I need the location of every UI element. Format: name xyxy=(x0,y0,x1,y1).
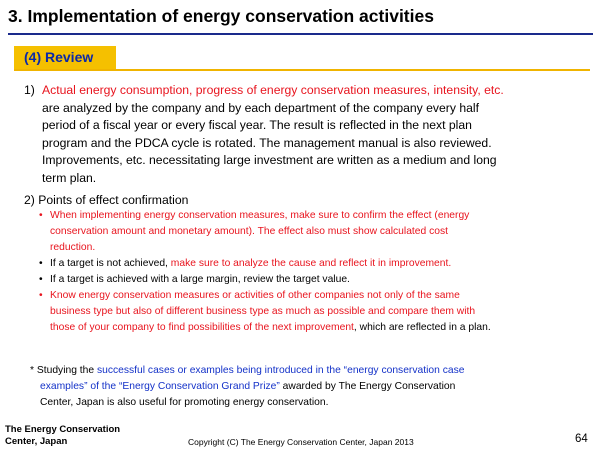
section-divider xyxy=(14,69,590,71)
item-1-paragraph xyxy=(24,82,569,187)
item-1-line: program and the PDCA cycle is rotated. The management manual is also reviewed. xyxy=(42,135,492,150)
bullet-icon: • xyxy=(39,210,43,221)
bullet-icon: • xyxy=(39,258,43,269)
item-1-line: Improvements, etc. necessitating large investment are written as a medium and long xyxy=(42,153,497,167)
effect-points-list xyxy=(24,208,554,336)
page-title: 3. Implementation of energy conservation activities xyxy=(8,6,593,35)
bullet-icon: • xyxy=(39,274,43,285)
footer-org-line: The Energy Conservation xyxy=(5,424,121,435)
list-item xyxy=(24,256,554,272)
list-item-text: If a target is achieved with a large margin, review the target value. xyxy=(50,274,350,285)
item-1-line: period of a fiscal year or every fiscal year. The result is reflected in the next plan xyxy=(42,118,472,132)
list-item-line: conservation amount and monetary amount). The effect also must show calculated cost xyxy=(50,226,448,237)
footer-copyright: Copyright (C) The Energy Conservation Center, Japan 2013 xyxy=(188,437,414,447)
item-2-heading: 2) Points of effect confirmation xyxy=(24,193,189,207)
footer-org-line: Center, Japan xyxy=(5,436,68,447)
list-item xyxy=(24,288,554,336)
list-item xyxy=(24,208,554,256)
bullet-icon: • xyxy=(39,290,43,301)
section-label: (4) Review xyxy=(14,46,116,69)
item-1-line: term plan. xyxy=(42,170,97,185)
list-item-line: Know energy conservation measures or activities of other companies not only of the same xyxy=(50,290,460,301)
footer-organization xyxy=(5,424,120,448)
item-1-highlight: Actual energy consumption, progress of energy conservation measures, intensity, etc. xyxy=(42,83,504,97)
footnote-highlight: successful cases or examples being introduced in the “energy conservation case xyxy=(96,365,465,376)
footnote-text: awarded by The Energy Conservation xyxy=(279,381,456,392)
list-item-text: , which are reflected in a plan. xyxy=(353,322,491,333)
page-number: 64 xyxy=(575,433,588,445)
list-item-highlight: those of your company to find possibilities of the next improvement xyxy=(50,322,354,333)
footnote-highlight: examples” of the “Energy Conservation Grand Prize” xyxy=(40,381,280,392)
footnote-text: Center, Japan is also useful for promoting energy conservation. xyxy=(40,397,329,408)
list-item-line: business type but also of different business type as much as possible and compare them with xyxy=(50,306,476,317)
list-item-line: When implementing energy conservation measures, make sure to confirm the effect (energy xyxy=(50,210,470,221)
footnote-prefix: * Studying the xyxy=(30,365,97,376)
list-item-line: reduction. xyxy=(50,242,96,253)
item-1-line: are analyzed by the company and by each department of the company every half xyxy=(42,100,479,115)
footnote xyxy=(30,363,560,411)
item-1-number: 1) xyxy=(24,83,35,97)
list-item-highlight: make sure to analyze the cause and reflect it in improvement. xyxy=(170,258,452,269)
list-item-text: If a target is not achieved, xyxy=(50,258,171,269)
list-item xyxy=(24,272,554,288)
